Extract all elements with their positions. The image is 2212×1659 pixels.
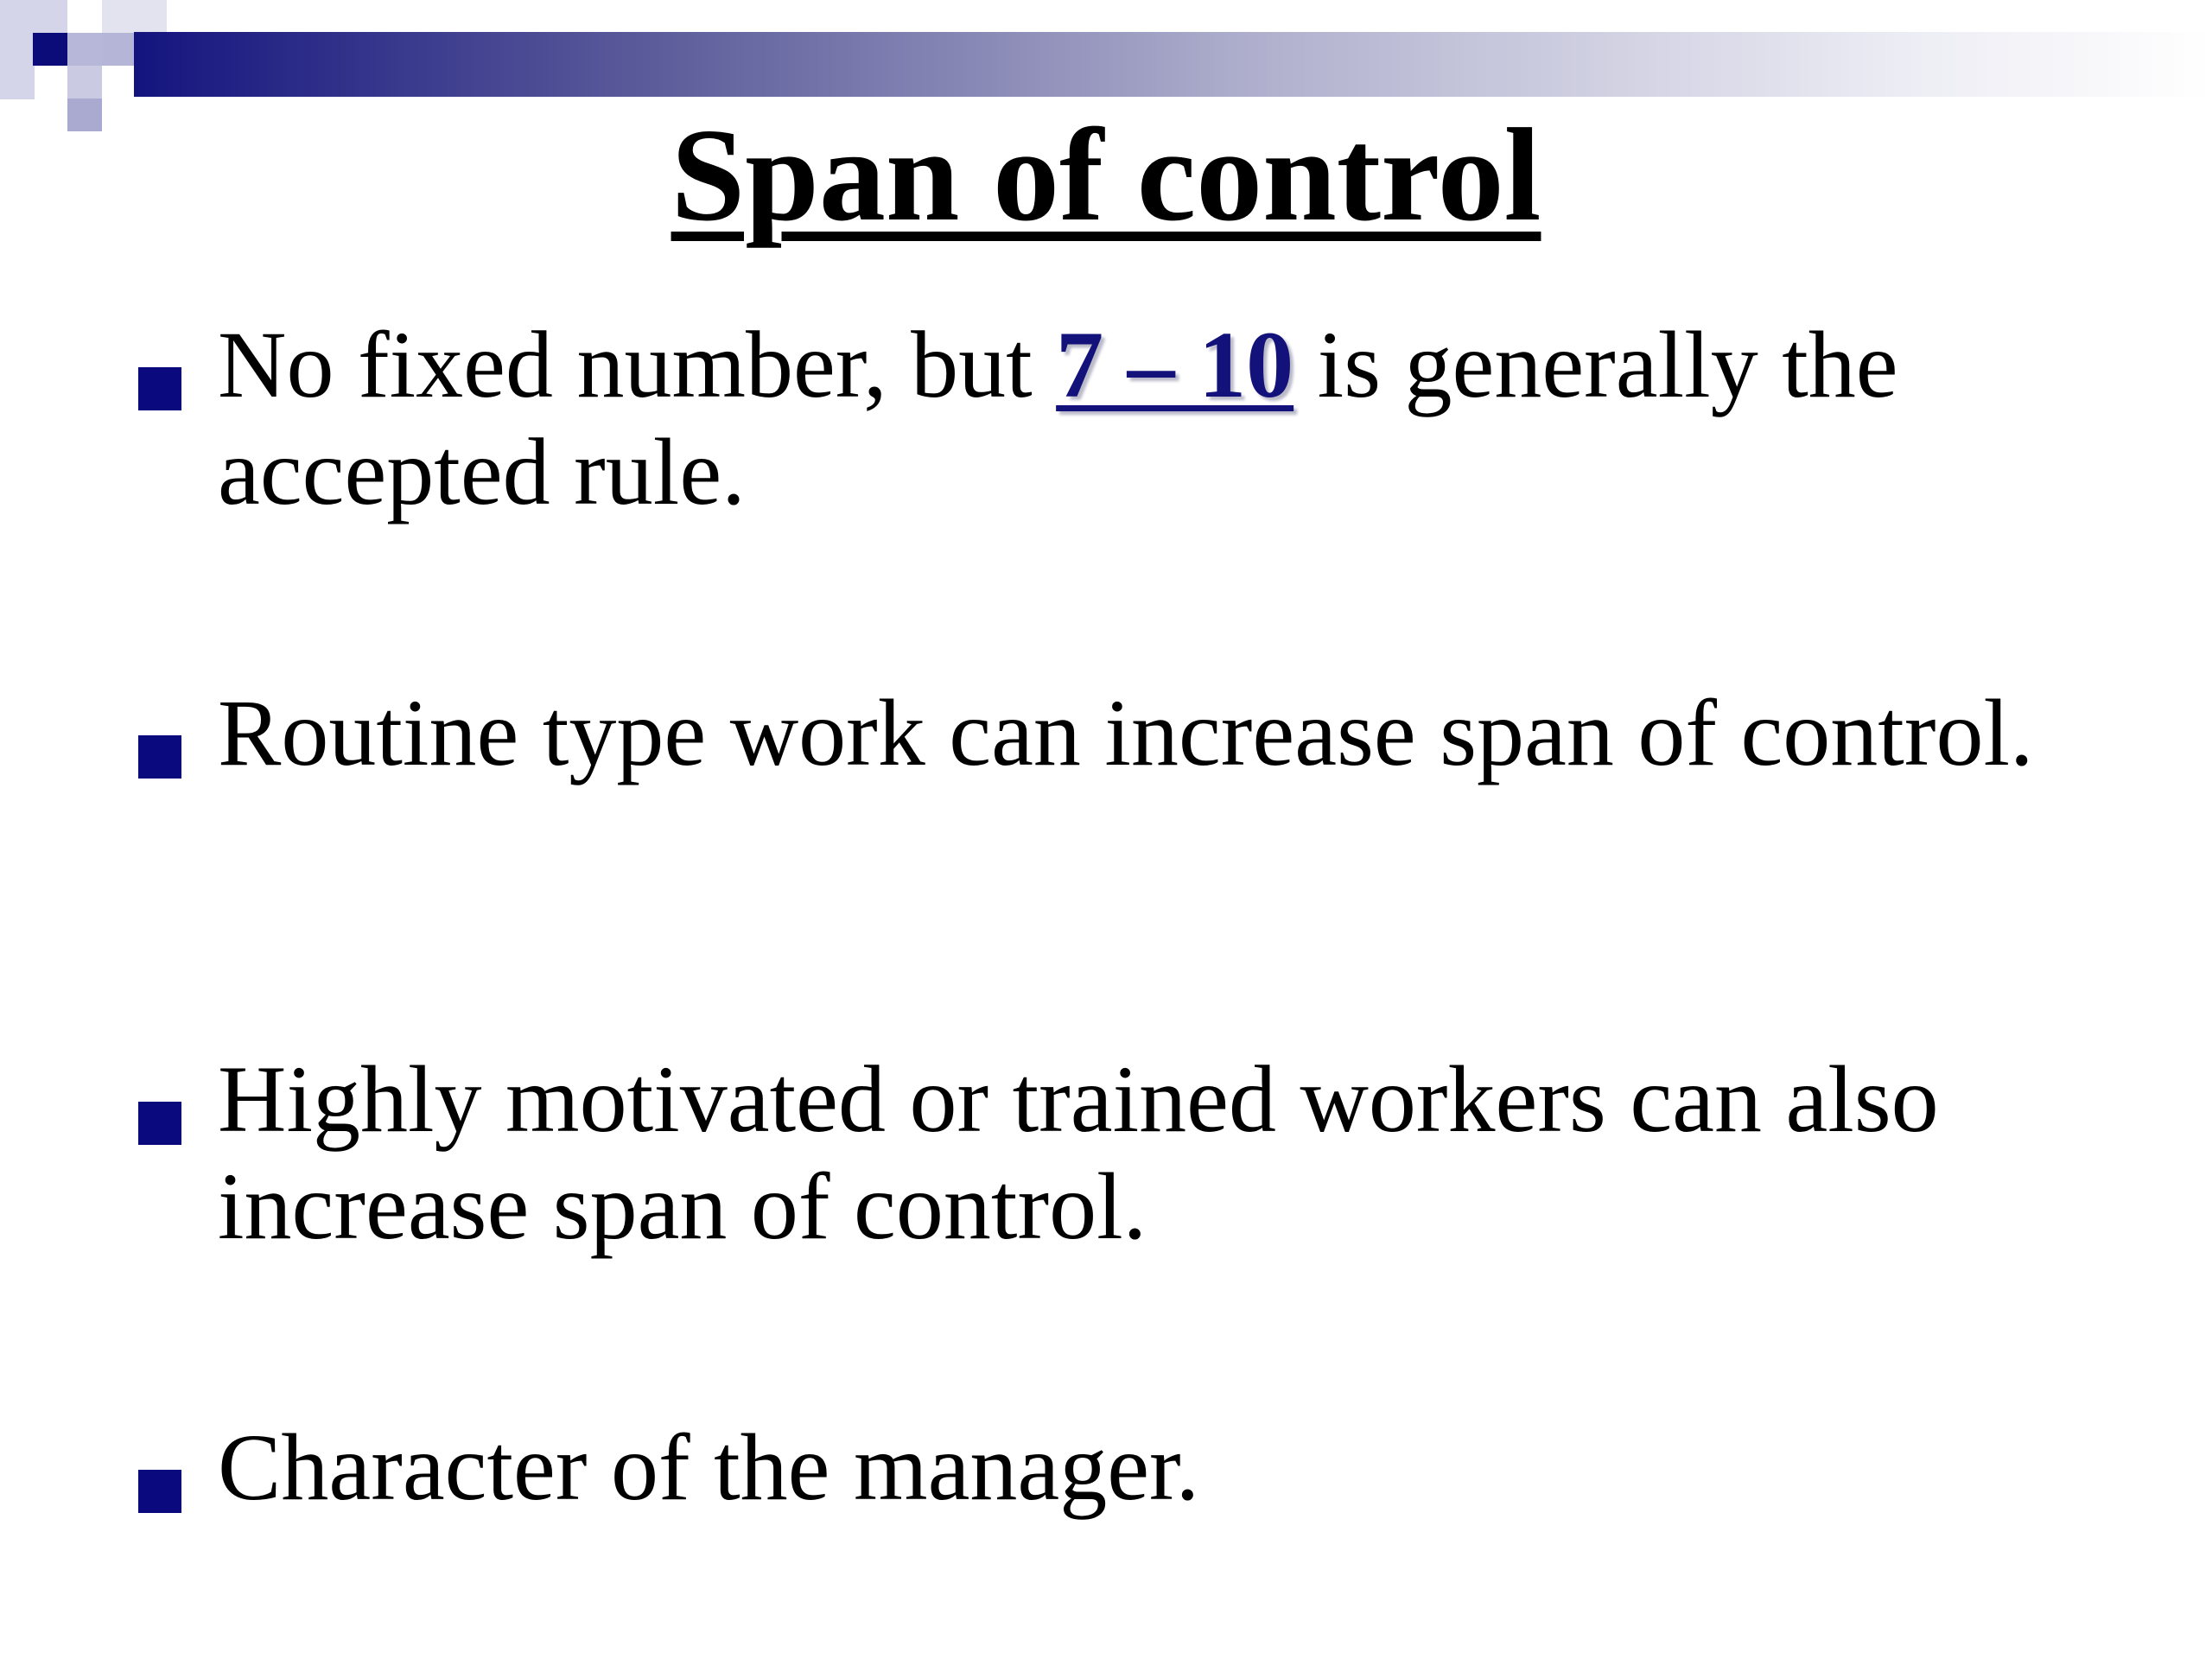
highlighted-range: 7 – 10 bbox=[1056, 312, 1294, 417]
slide-title: Span of control bbox=[671, 102, 1541, 249]
bullet-text: Routine type work can increase span of control. bbox=[218, 680, 2034, 785]
bullet-text: No fixed number, but 7 – 10 is generally the accepted rule. bbox=[218, 312, 1898, 524]
header-gradient-bar bbox=[134, 32, 2212, 97]
bullet-text: Character of the manager. bbox=[218, 1414, 1200, 1520]
bullet-square-icon bbox=[138, 735, 181, 779]
bullet-square-icon bbox=[138, 1102, 181, 1145]
bullet-square-icon bbox=[138, 1470, 181, 1513]
bullet-text: Highly motivated or trained workers can also increase span of control. bbox=[218, 1046, 1939, 1259]
bullet-square-icon bbox=[138, 367, 181, 410]
